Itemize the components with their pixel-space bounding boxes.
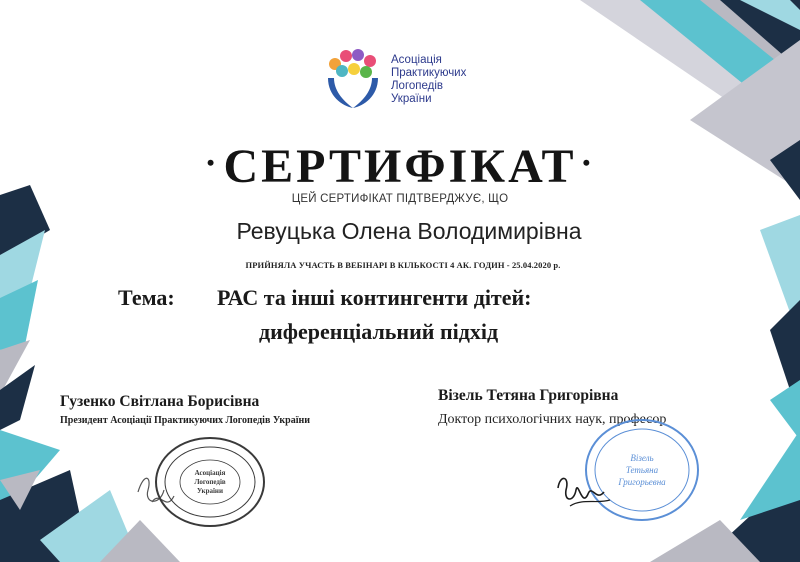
title-bullet-right: • bbox=[582, 150, 594, 175]
logo-text bbox=[391, 54, 466, 106]
right-signatory-name: Візель Тетяна Григорівна bbox=[438, 387, 619, 404]
left-stamp bbox=[130, 432, 270, 532]
topic-line-2: диференціальний підхід bbox=[259, 319, 499, 344]
right-signatory-role: Доктор психологічних наук, професор bbox=[438, 412, 667, 427]
logo-line: Практикуючих bbox=[391, 67, 467, 79]
certificate-subtitle: ЦЕЙ СЕРТИФІКАТ ПІДТВЕРДЖУЄ, ЩО bbox=[291, 193, 509, 205]
left-signatory-role: Президент Асоціації Практикуючих Логопедів України bbox=[60, 415, 310, 426]
topic-line-1: РАС та інші контингенти дітей: bbox=[217, 285, 532, 310]
logo-line: Асоціація bbox=[391, 54, 442, 66]
children-hands-icon bbox=[322, 44, 384, 114]
left-stamp-line: Асоціація bbox=[194, 469, 226, 477]
left-stamp-line: України bbox=[196, 487, 224, 495]
left-signatory-name: Гузенко Світлана Борисівна bbox=[60, 393, 260, 410]
title-bullet-left: • bbox=[206, 150, 218, 175]
left-stamp-line: Логопедів bbox=[194, 478, 226, 486]
logo-line: Логопедів bbox=[391, 80, 444, 92]
right-stamp-line: Григорьевна bbox=[618, 477, 666, 487]
certificate-title bbox=[0, 139, 800, 194]
right-stamp-line: Тетьяна bbox=[625, 465, 659, 475]
participation-text: ПРИЙНЯЛА УЧАСТЬ В ВЕБІНАРІ В КІЛЬКОСТІ 4 АК. ГОДИН - 25.04.2020 р. bbox=[245, 260, 561, 270]
right-stamp-line: Візель bbox=[630, 453, 654, 463]
logo-line: України bbox=[391, 93, 432, 105]
title-text: СЕРТИФІКАТ bbox=[223, 140, 577, 193]
right-stamp bbox=[552, 418, 702, 528]
recipient-name: Ревуцька Олена Володимирівна bbox=[236, 218, 582, 244]
topic-label: Тема: bbox=[118, 285, 175, 310]
association-logo bbox=[322, 44, 482, 116]
